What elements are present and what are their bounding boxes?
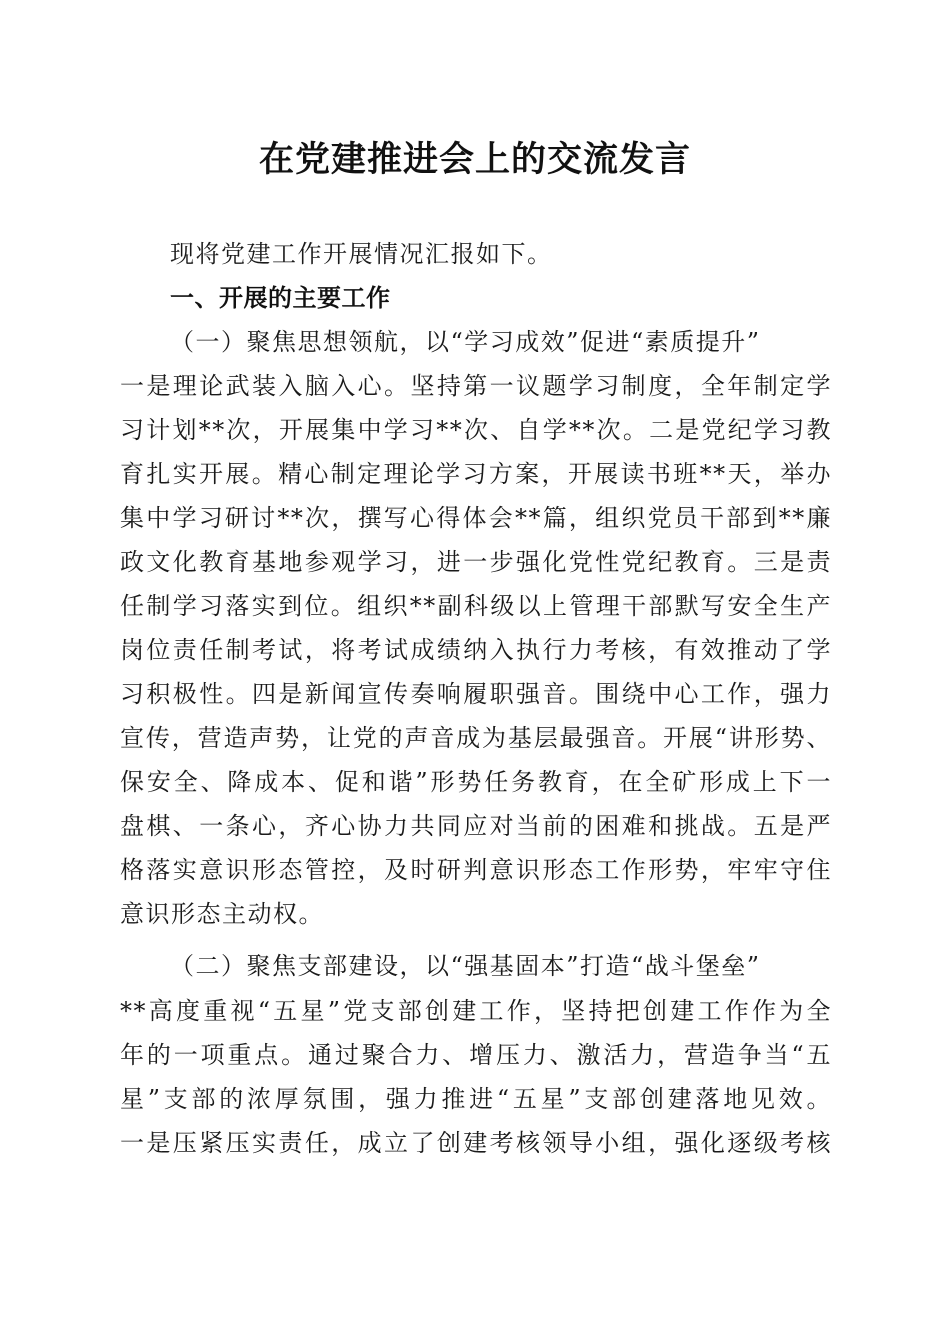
paragraph-line: 保安全、降成本、促和谐”形势任务教育，在全矿形成上下一 — [120, 768, 832, 796]
paragraph-line: 习积极性。四是新闻宣传奏响履职强音。围绕中心工作，强力 — [120, 680, 832, 708]
paragraph-line: 一是理论武装入脑入心。坚持第一议题学习制度，全年制定学 — [120, 372, 832, 400]
section-heading: 一、开展的主要工作 — [170, 284, 391, 312]
paragraph-line: 岗位责任制考试，将考试成绩纳入执行力考核，有效推动了学 — [120, 636, 832, 664]
paragraph-line: 任制学习落实到位。组织**副科级以上管理干部默写安全生产 — [120, 592, 832, 620]
subsection-heading: （一）聚焦思想领航，以“学习成效”促进“素质提升” — [170, 328, 761, 356]
paragraph-line: 政文化教育基地参观学习，进一步强化党性党纪教育。三是责 — [120, 548, 832, 576]
paragraph-line: 一是压紧压实责任，成立了创建考核领导小组，强化逐级考核 — [120, 1129, 832, 1157]
subsection-heading: （二）聚焦支部建设，以“强基固本”打造“战斗堡垒” — [170, 952, 761, 980]
paragraph-line: 集中学习研讨**次，撰写心得体会**篇，组织党员干部到**廉 — [120, 504, 832, 532]
paragraph-line: **高度重视“五星”党支部创建工作，坚持把创建工作作为全 — [120, 997, 832, 1025]
paragraph-line: 宣传，营造声势，让党的声音成为基层最强音。开展“讲形势、 — [120, 724, 832, 752]
document-title: 在党建推进会上的交流发言 — [258, 139, 691, 180]
intro-paragraph: 现将党建工作开展情况汇报如下。 — [170, 240, 553, 268]
paragraph-line: 年的一项重点。通过聚合力、增压力、激活力，营造争当“五 — [120, 1041, 832, 1069]
paragraph-line: 格落实意识形态管控，及时研判意识形态工作形势，牢牢守住 — [120, 856, 832, 884]
paragraph-line: 星”支部的浓厚氛围，强力推进“五星”支部创建落地见效。 — [120, 1085, 832, 1113]
paragraph-line: 盘棋、一条心，齐心协力共同应对当前的困难和挑战。五是严 — [120, 812, 832, 840]
paragraph-line: 习计划**次，开展集中学习**次、自学**次。二是党纪学习教 — [120, 416, 832, 444]
paragraph-line: 意识形态主动权。 — [120, 900, 324, 928]
paragraph-line: 育扎实开展。精心制定理论学习方案，开展读书班**天，举办 — [120, 460, 832, 488]
